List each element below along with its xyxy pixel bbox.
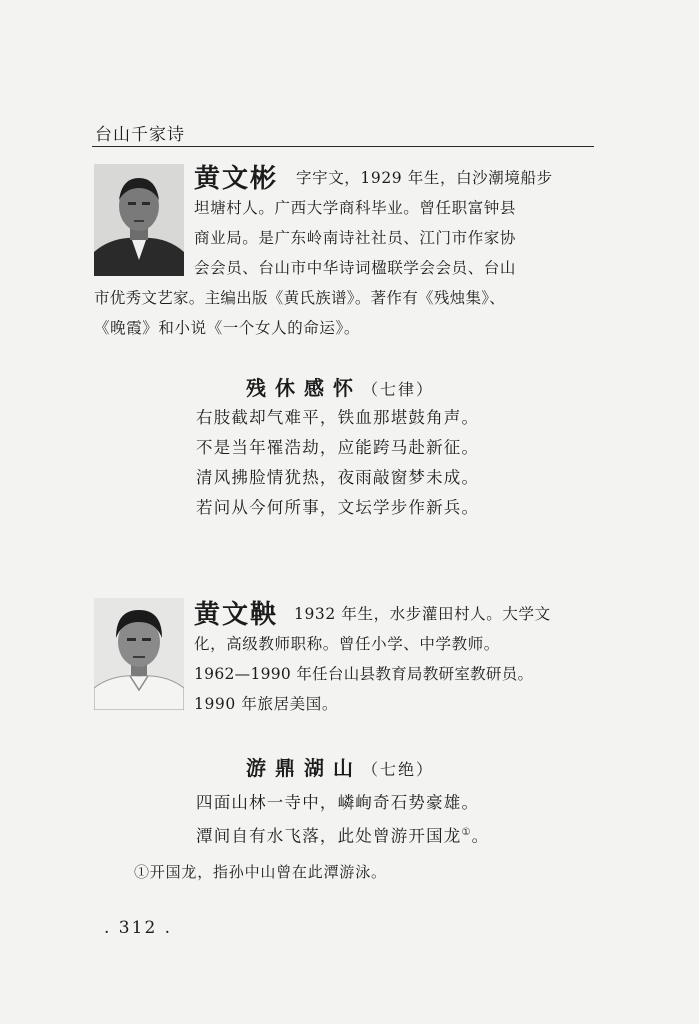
poem-line-1-2: 不是当年罹浩劫，应能跨马赴新征。	[196, 438, 480, 457]
bio-line-2-1: 1932 年生，水步灌田村人。大学文	[294, 605, 551, 623]
bio-line-1-4: 会会员、台山市中华诗词楹联学会会员、台山	[194, 259, 517, 277]
bio-line-2-3: 1962—1990 年任台山县教育局教研室教研员。	[194, 665, 534, 683]
poem-line-2-2: 潭间自有水飞落，此处曾游开国龙①。	[196, 826, 490, 846]
poem-title-1: 残休感怀（七律）	[246, 376, 435, 400]
author-name-2: 黄文鞅	[194, 600, 279, 630]
bio-line-2-2: 化，高级教师职称。曾任小学、中学教师。	[194, 635, 500, 653]
running-header: 台山千家诗	[95, 125, 185, 145]
bio-line-1-3: 商业局。是广东岭南诗社社员、江门市作家协	[194, 229, 517, 247]
bio-line-2-4: 1990 年旅居美国。	[194, 695, 338, 713]
poem-form-1: （七律）	[362, 380, 435, 399]
bio-line-1-6: 《晚霞》和小说《一个女人的命运》。	[94, 319, 360, 337]
author-name-1: 黄文彬	[194, 164, 279, 194]
page-number: . 312 .	[104, 918, 173, 938]
footnote-marker: ①	[461, 827, 472, 838]
poem-line-2-1: 四面山林一寺中，嶙峋奇石势豪雄。	[196, 793, 480, 812]
poem-line-1-1: 右肢截却气难平，铁血那堪鼓角声。	[196, 408, 480, 427]
poem-line-1-3: 清风拂脸情犹热，夜雨敲窗梦未成。	[196, 468, 480, 487]
bio-line-1-2: 坦塘村人。广西大学商科毕业。曾任职富钟县	[194, 199, 517, 217]
portrait-photo-2	[94, 598, 184, 710]
poem-form-2: （七绝）	[362, 760, 435, 779]
footnote: ①开国龙，指孙中山曾在此潭游泳。	[134, 863, 387, 881]
poem-line-1-4: 若问从今何所事，文坛学步作新兵。	[196, 498, 480, 517]
portrait-photo-1	[94, 164, 184, 276]
header-rule	[92, 146, 594, 147]
bio-line-1-1: 字宇文，1929 年生，白沙潮境船步	[296, 169, 553, 187]
bio-line-1-5: 市优秀文艺家。主编出版《黄氏族谱》。著作有《残烛集》、	[94, 289, 506, 307]
poem-title-2: 游鼎湖山（七绝）	[246, 756, 435, 780]
